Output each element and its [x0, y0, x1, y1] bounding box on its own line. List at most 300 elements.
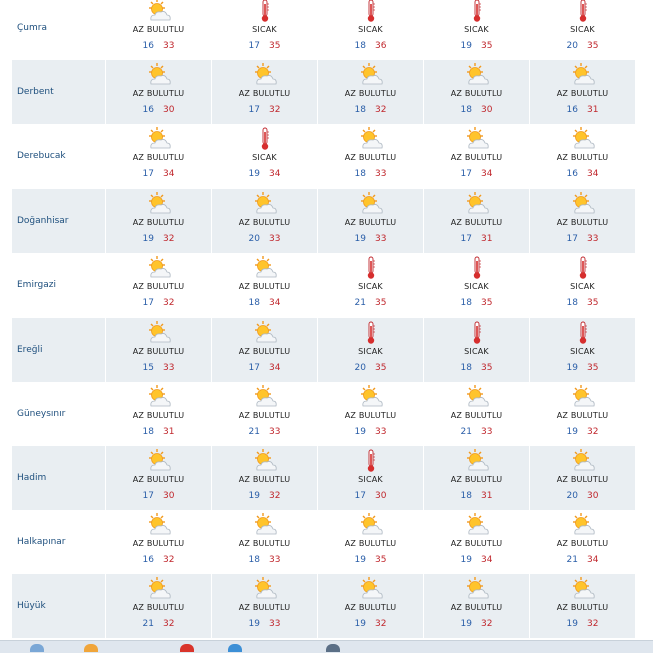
low-temp: 19: [566, 363, 578, 373]
day-forecast-cell: [530, 318, 636, 382]
low-temp: 19: [248, 169, 260, 179]
temperature-range: [318, 298, 423, 308]
high-temp: 31: [481, 491, 493, 501]
condition-label: AZ BULUTLU: [450, 89, 503, 98]
day-forecast-cell: [212, 574, 318, 638]
low-temp: 16: [142, 41, 154, 51]
condition-label: AZ BULUTLU: [238, 347, 291, 356]
low-temp: 18: [354, 169, 366, 179]
temperature-range: [318, 41, 423, 51]
taskbar-app-icon[interactable]: [228, 644, 242, 652]
condition-label: AZ BULUTLU: [132, 218, 185, 227]
high-temp: 34: [269, 298, 281, 308]
sun-cloud-icon: [358, 576, 384, 602]
temperature-range: [106, 619, 211, 629]
sun-cloud-icon: [358, 62, 384, 88]
forecast-row: [12, 124, 639, 188]
high-temp: 34: [481, 169, 493, 179]
temperature-range: [318, 619, 423, 629]
low-temp: 17: [566, 234, 578, 244]
day-forecast-cell: [318, 124, 424, 188]
condition-label: AZ BULUTLU: [450, 153, 503, 162]
thermometer-icon: [358, 448, 384, 474]
condition-label: AZ BULUTLU: [450, 218, 503, 227]
low-temp: 19: [354, 555, 366, 565]
temperature-range: [212, 427, 317, 437]
sun-cloud-icon: [358, 384, 384, 410]
sun-cloud-icon: [358, 126, 384, 152]
day-forecast-cell: [212, 510, 318, 574]
taskbar-app-icon[interactable]: [180, 644, 194, 652]
low-temp: 19: [354, 427, 366, 437]
low-temp: 15: [142, 363, 154, 373]
condition-label: AZ BULUTLU: [556, 218, 609, 227]
low-temp: 17: [460, 234, 472, 244]
condition-label: AZ BULUTLU: [344, 603, 397, 612]
high-temp: 32: [587, 427, 599, 437]
city-name[interactable]: Halkapınar: [12, 510, 106, 574]
thermometer-icon: [464, 320, 490, 346]
high-temp: 35: [375, 363, 387, 373]
condition-label: SICAK: [358, 25, 383, 34]
high-temp: 32: [269, 491, 281, 501]
condition-label: SICAK: [464, 25, 489, 34]
day-forecast-cell: [106, 574, 212, 638]
low-temp: 17: [142, 169, 154, 179]
city-name[interactable]: Güneysınır: [12, 382, 106, 446]
low-temp: 19: [248, 491, 260, 501]
taskbar-app-icon[interactable]: [30, 644, 44, 652]
high-temp: 33: [269, 555, 281, 565]
low-temp: 16: [566, 105, 578, 115]
condition-label: AZ BULUTLU: [556, 603, 609, 612]
high-temp: 31: [481, 234, 493, 244]
city-name[interactable]: Ereğli: [12, 318, 106, 382]
temperature-range: [106, 491, 211, 501]
condition-label: AZ BULUTLU: [344, 539, 397, 548]
condition-label: SICAK: [570, 25, 595, 34]
temperature-range: [424, 169, 529, 179]
condition-label: AZ BULUTLU: [132, 475, 185, 484]
temperature-range: [106, 41, 211, 51]
day-forecast-cell: [530, 446, 636, 510]
low-temp: 18: [460, 105, 472, 115]
temperature-range: [424, 298, 529, 308]
high-temp: 34: [587, 555, 599, 565]
high-temp: 34: [269, 363, 281, 373]
sun-cloud-icon: [464, 448, 490, 474]
condition-label: AZ BULUTLU: [238, 218, 291, 227]
high-temp: 35: [481, 298, 493, 308]
city-name[interactable]: Derebucak: [12, 124, 106, 188]
temperature-range: [424, 619, 529, 629]
sun-cloud-icon: [358, 512, 384, 538]
temperature-range: [212, 105, 317, 115]
day-forecast-cell: [318, 0, 424, 60]
sun-cloud-icon: [570, 126, 596, 152]
day-forecast-cell: [318, 446, 424, 510]
condition-label: AZ BULUTLU: [238, 539, 291, 548]
condition-label: AZ BULUTLU: [450, 603, 503, 612]
thermometer-icon: [358, 255, 384, 281]
thermometer-icon: [570, 320, 596, 346]
low-temp: 18: [248, 555, 260, 565]
sun-cloud-icon: [146, 62, 172, 88]
thermometer-icon: [464, 255, 490, 281]
temperature-range: [318, 491, 423, 501]
condition-label: AZ BULUTLU: [132, 411, 185, 420]
day-forecast-cell: [424, 318, 530, 382]
thermometer-icon: [358, 0, 384, 24]
low-temp: 19: [566, 619, 578, 629]
high-temp: 31: [587, 105, 599, 115]
sun-cloud-icon: [464, 191, 490, 217]
day-forecast-cell: [212, 124, 318, 188]
thermometer-icon: [570, 0, 596, 24]
sun-cloud-icon: [146, 512, 172, 538]
sun-cloud-icon: [464, 512, 490, 538]
city-name[interactable]: Doğanhisar: [12, 189, 106, 253]
high-temp: 32: [163, 555, 175, 565]
low-temp: 19: [460, 619, 472, 629]
day-forecast-cell: [530, 124, 636, 188]
city-name[interactable]: Hadim: [12, 446, 106, 510]
condition-label: SICAK: [464, 347, 489, 356]
taskbar-app-icon[interactable]: [326, 644, 340, 652]
low-temp: 20: [354, 363, 366, 373]
day-forecast-cell: [424, 189, 530, 253]
low-temp: 17: [248, 105, 260, 115]
day-forecast-cell: [318, 253, 424, 317]
low-temp: 21: [460, 427, 472, 437]
low-temp: 18: [354, 105, 366, 115]
temperature-range: [530, 619, 635, 629]
condition-label: AZ BULUTLU: [132, 603, 185, 612]
temperature-range: [530, 41, 635, 51]
day-forecast-cell: [106, 189, 212, 253]
day-forecast-cell: [530, 189, 636, 253]
temperature-range: [318, 169, 423, 179]
temperature-range: [318, 555, 423, 565]
day-forecast-cell: [424, 253, 530, 317]
low-temp: 17: [460, 169, 472, 179]
city-name[interactable]: Çumra: [12, 0, 106, 60]
day-forecast-cell: [424, 124, 530, 188]
day-forecast-cell: [530, 382, 636, 446]
thermometer-icon: [464, 0, 490, 24]
day-forecast-cell: [424, 574, 530, 638]
low-temp: 19: [566, 427, 578, 437]
sun-cloud-icon: [252, 384, 278, 410]
day-forecast-cell: [212, 0, 318, 60]
sun-cloud-icon: [570, 576, 596, 602]
temperature-range: [530, 105, 635, 115]
condition-label: AZ BULUTLU: [132, 25, 185, 34]
temperature-range: [530, 555, 635, 565]
condition-label: AZ BULUTLU: [556, 475, 609, 484]
day-forecast-cell: [106, 446, 212, 510]
temperature-range: [424, 105, 529, 115]
high-temp: 33: [375, 427, 387, 437]
low-temp: 19: [354, 619, 366, 629]
condition-label: SICAK: [252, 25, 277, 34]
high-temp: 32: [163, 298, 175, 308]
low-temp: 18: [248, 298, 260, 308]
low-temp: 18: [142, 427, 154, 437]
sun-cloud-icon: [252, 448, 278, 474]
high-temp: 35: [481, 363, 493, 373]
condition-label: AZ BULUTLU: [132, 89, 185, 98]
temperature-range: [106, 298, 211, 308]
thermometer-icon: [570, 255, 596, 281]
forecast-row: [12, 446, 639, 510]
low-temp: 21: [566, 555, 578, 565]
sun-cloud-icon: [252, 576, 278, 602]
day-forecast-cell: [318, 189, 424, 253]
condition-label: AZ BULUTLU: [556, 539, 609, 548]
forecast-row: [12, 382, 639, 446]
high-temp: 30: [163, 105, 175, 115]
sun-cloud-icon: [146, 191, 172, 217]
temperature-range: [106, 169, 211, 179]
high-temp: 33: [163, 41, 175, 51]
day-forecast-cell: [318, 574, 424, 638]
sun-cloud-icon: [570, 512, 596, 538]
high-temp: 30: [587, 491, 599, 501]
day-forecast-cell: [106, 124, 212, 188]
day-forecast-cell: [106, 0, 212, 60]
forecast-row: [12, 574, 639, 638]
temperature-range: [424, 363, 529, 373]
day-forecast-cell: [424, 510, 530, 574]
forecast-row: [12, 189, 639, 253]
high-temp: 33: [375, 234, 387, 244]
high-temp: 36: [375, 41, 387, 51]
forecast-row: [12, 253, 639, 317]
condition-label: AZ BULUTLU: [344, 218, 397, 227]
day-forecast-cell: [212, 253, 318, 317]
city-name[interactable]: Derbent: [12, 60, 106, 124]
condition-label: AZ BULUTLU: [132, 539, 185, 548]
condition-label: SICAK: [464, 282, 489, 291]
high-temp: 35: [481, 41, 493, 51]
low-temp: 19: [248, 619, 260, 629]
temperature-range: [212, 169, 317, 179]
temperature-range: [106, 234, 211, 244]
sun-cloud-icon: [146, 0, 172, 24]
temperature-range: [318, 105, 423, 115]
sun-cloud-icon: [252, 255, 278, 281]
forecast-row: [12, 318, 639, 382]
temperature-range: [424, 41, 529, 51]
sun-cloud-icon: [146, 384, 172, 410]
temperature-range: [530, 298, 635, 308]
high-temp: 34: [587, 169, 599, 179]
sun-cloud-icon: [146, 255, 172, 281]
condition-label: AZ BULUTLU: [132, 282, 185, 291]
high-temp: 33: [587, 234, 599, 244]
sun-cloud-icon: [464, 576, 490, 602]
high-temp: 33: [163, 363, 175, 373]
sun-cloud-icon: [570, 448, 596, 474]
temperature-range: [106, 427, 211, 437]
day-forecast-cell: [212, 446, 318, 510]
forecast-row: [12, 60, 639, 124]
high-temp: 35: [269, 41, 281, 51]
taskbar: [0, 640, 653, 653]
high-temp: 35: [375, 555, 387, 565]
temperature-range: [212, 41, 317, 51]
low-temp: 19: [460, 41, 472, 51]
sun-cloud-icon: [570, 191, 596, 217]
sun-cloud-icon: [464, 126, 490, 152]
thermometer-icon: [252, 0, 278, 24]
low-temp: 21: [142, 619, 154, 629]
day-forecast-cell: [318, 510, 424, 574]
thermometer-icon: [252, 126, 278, 152]
high-temp: 33: [269, 619, 281, 629]
temperature-range: [530, 234, 635, 244]
day-forecast-cell: [212, 382, 318, 446]
condition-label: SICAK: [570, 282, 595, 291]
low-temp: 17: [248, 41, 260, 51]
sun-cloud-icon: [146, 576, 172, 602]
high-temp: 32: [163, 234, 175, 244]
low-temp: 20: [566, 491, 578, 501]
high-temp: 34: [481, 555, 493, 565]
temperature-range: [212, 555, 317, 565]
day-forecast-cell: [530, 0, 636, 60]
low-temp: 18: [460, 298, 472, 308]
low-temp: 20: [566, 41, 578, 51]
high-temp: 34: [163, 169, 175, 179]
high-temp: 30: [481, 105, 493, 115]
sun-cloud-icon: [146, 448, 172, 474]
condition-label: AZ BULUTLU: [344, 411, 397, 420]
high-temp: 32: [481, 619, 493, 629]
day-forecast-cell: [530, 510, 636, 574]
high-temp: 35: [587, 41, 599, 51]
sun-cloud-icon: [146, 126, 172, 152]
condition-label: SICAK: [358, 475, 383, 484]
day-forecast-cell: [212, 60, 318, 124]
low-temp: 17: [142, 491, 154, 501]
day-forecast-cell: [106, 382, 212, 446]
condition-label: AZ BULUTLU: [238, 603, 291, 612]
temperature-range: [106, 105, 211, 115]
low-temp: 16: [142, 555, 154, 565]
high-temp: 33: [269, 427, 281, 437]
day-forecast-cell: [318, 318, 424, 382]
condition-label: AZ BULUTLU: [450, 539, 503, 548]
day-forecast-cell: [106, 318, 212, 382]
high-temp: 34: [269, 169, 281, 179]
temperature-range: [106, 363, 211, 373]
temperature-range: [212, 363, 317, 373]
low-temp: 19: [354, 234, 366, 244]
thermometer-icon: [358, 320, 384, 346]
condition-label: AZ BULUTLU: [344, 89, 397, 98]
low-temp: 21: [248, 427, 260, 437]
high-temp: 30: [375, 491, 387, 501]
day-forecast-cell: [530, 253, 636, 317]
temperature-range: [106, 555, 211, 565]
low-temp: 17: [248, 363, 260, 373]
high-temp: 33: [269, 234, 281, 244]
sun-cloud-icon: [252, 62, 278, 88]
low-temp: 16: [566, 169, 578, 179]
temperature-range: [318, 363, 423, 373]
sun-cloud-icon: [570, 62, 596, 88]
sun-cloud-icon: [252, 512, 278, 538]
low-temp: 18: [566, 298, 578, 308]
condition-label: SICAK: [358, 282, 383, 291]
forecast-row: [12, 0, 639, 60]
day-forecast-cell: [212, 318, 318, 382]
low-temp: 18: [354, 41, 366, 51]
low-temp: 19: [460, 555, 472, 565]
sun-cloud-icon: [252, 191, 278, 217]
low-temp: 20: [248, 234, 260, 244]
day-forecast-cell: [106, 253, 212, 317]
day-forecast-cell: [530, 574, 636, 638]
low-temp: 21: [354, 298, 366, 308]
temperature-range: [530, 363, 635, 373]
high-temp: 32: [375, 619, 387, 629]
high-temp: 32: [587, 619, 599, 629]
day-forecast-cell: [530, 60, 636, 124]
high-temp: 30: [163, 491, 175, 501]
sun-cloud-icon: [358, 191, 384, 217]
sun-cloud-icon: [252, 320, 278, 346]
low-temp: 18: [460, 491, 472, 501]
condition-label: AZ BULUTLU: [238, 475, 291, 484]
condition-label: AZ BULUTLU: [556, 411, 609, 420]
low-temp: 19: [142, 234, 154, 244]
condition-label: SICAK: [570, 347, 595, 356]
sun-cloud-icon: [570, 384, 596, 410]
temperature-range: [530, 491, 635, 501]
high-temp: 33: [375, 169, 387, 179]
taskbar-app-icon[interactable]: [84, 644, 98, 652]
city-name[interactable]: Hüyük: [12, 574, 106, 638]
day-forecast-cell: [106, 60, 212, 124]
day-forecast-cell: [212, 189, 318, 253]
day-forecast-cell: [424, 446, 530, 510]
low-temp: 17: [142, 298, 154, 308]
high-temp: 35: [587, 363, 599, 373]
high-temp: 32: [269, 105, 281, 115]
condition-label: AZ BULUTLU: [344, 153, 397, 162]
condition-label: AZ BULUTLU: [132, 153, 185, 162]
sun-cloud-icon: [464, 384, 490, 410]
temperature-range: [212, 234, 317, 244]
low-temp: 16: [142, 105, 154, 115]
temperature-range: [212, 298, 317, 308]
day-forecast-cell: [106, 510, 212, 574]
low-temp: 17: [354, 491, 366, 501]
day-forecast-cell: [424, 60, 530, 124]
city-name[interactable]: Emirgazi: [12, 253, 106, 317]
sun-cloud-icon: [464, 62, 490, 88]
high-temp: 33: [481, 427, 493, 437]
high-temp: 35: [587, 298, 599, 308]
temperature-range: [424, 234, 529, 244]
day-forecast-cell: [318, 382, 424, 446]
high-temp: 32: [163, 619, 175, 629]
condition-label: AZ BULUTLU: [556, 89, 609, 98]
temperature-range: [530, 169, 635, 179]
